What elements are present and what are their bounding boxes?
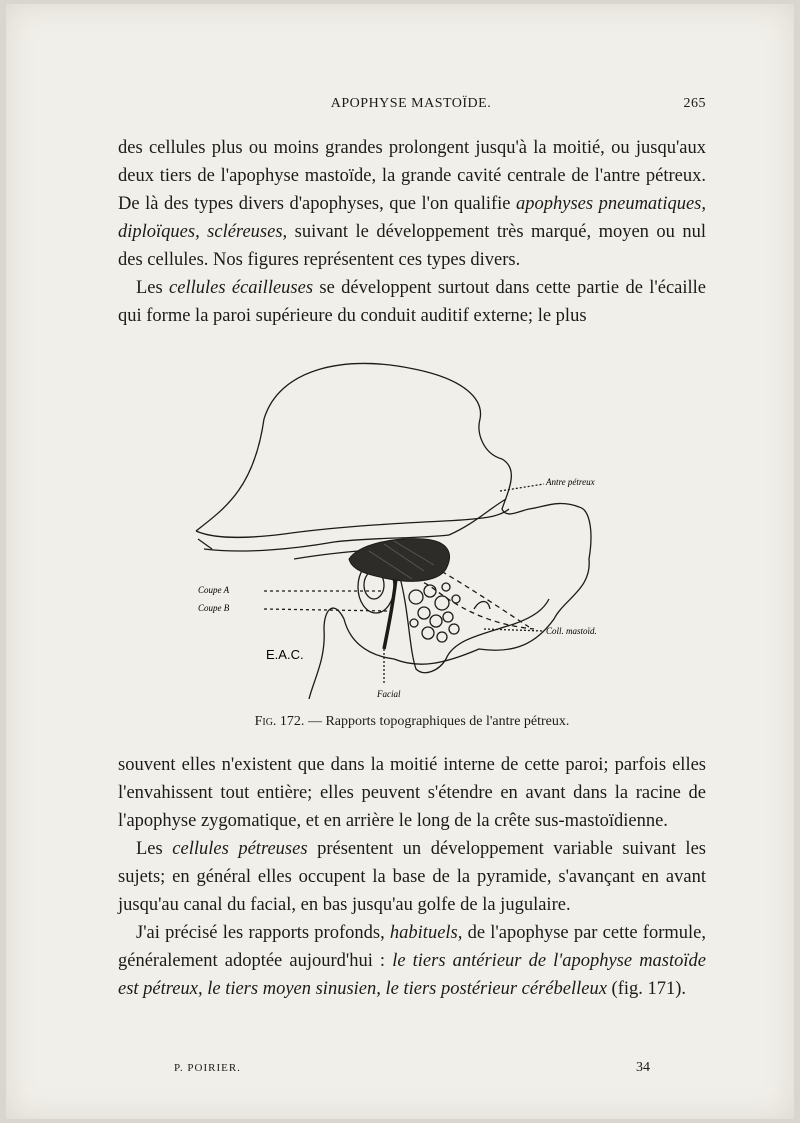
label-eac: E.A.C. xyxy=(266,647,304,662)
author-footer: P. POIRIER. xyxy=(174,1062,241,1074)
antrum-shaded xyxy=(349,539,450,582)
figure-number: Fig. 172. xyxy=(254,714,305,729)
squama-outline xyxy=(196,363,591,699)
running-header xyxy=(116,96,706,118)
text-run: J'ai précisé les rapports profonds, xyxy=(136,923,390,943)
figure-caption-text: — Rapports topographiques de l'antre pétreux. xyxy=(307,714,570,729)
mastoid-process xyxy=(399,574,549,673)
label-antre: Antre pétreux xyxy=(546,477,595,487)
text-run: se développent surtout dans cette partie de l'écaille qui forme la paroi supérieure du conduit auditif externe; le plus xyxy=(118,278,706,326)
label-coupe-a: Coupe A xyxy=(198,585,230,595)
text-run: Les xyxy=(136,839,173,859)
italic-term: apophyses pneumatiques, diploïques, scléreuses, xyxy=(118,194,706,242)
zygomatic-arch xyxy=(196,509,509,537)
book-page xyxy=(6,4,794,1119)
text-run: suivant le développement très marqué, moyen ou nul des cellules. Nos figures représentent ces types divers. xyxy=(118,222,706,270)
text-run: de l'apophyse par cette formule, généralement adoptée aujourd'hui : xyxy=(118,923,706,971)
italic-term: le tiers antérieur de l'apophyse mastoïde est pétreux, le tiers moyen sinusien, le tiers postérieur cérébelleux xyxy=(118,951,706,999)
mastoid-cells xyxy=(409,583,460,642)
running-title: APOPHYSE MASTOÏDE. xyxy=(330,96,492,111)
italic-term: habituels, xyxy=(389,923,463,943)
label-coupe-b: Coupe B xyxy=(198,603,230,613)
paragraph-p3 xyxy=(118,751,706,835)
figure-caption xyxy=(118,714,706,730)
signature-mark: 34 xyxy=(636,1060,650,1075)
text-run: Les xyxy=(136,278,170,298)
italic-term: cellules écailleuses xyxy=(169,278,314,298)
paragraph-p4 xyxy=(118,835,706,919)
text-run: (fig. 171). xyxy=(606,979,687,999)
paragraph-p2 xyxy=(118,274,706,330)
text-run: des cellules plus ou moins grandes prolongent jusqu'à la moitié, ou jusqu'aux deux tiers de l'apophyse mastoïde, la grande cavité centrale de l'antre pétreux. De là des types divers d'apophyses, que l'on qualifie xyxy=(118,138,706,214)
paragraph-p1 xyxy=(118,134,706,274)
anatomical-figure xyxy=(184,359,654,709)
text-run: souvent elles n'existent que dans la moitié interne de cette paroi; parfois elles l'envahissent tout entière; elles peuvent s'étendre en avant dans la racine de l'apophyse zygomatique, et en arrière le long de la crête sus-mastoïdienne. xyxy=(118,755,706,831)
text-block-top xyxy=(118,134,706,330)
italic-term: cellules pétreuses xyxy=(172,839,308,859)
label-coll-mastoid: Coll. mastoïd. xyxy=(546,626,597,636)
paragraph-p5 xyxy=(118,919,706,1003)
page-number: 265 xyxy=(683,96,706,111)
text-run: présentent un développement variable suivant les sujets; en général elles occupent la base de la pyramide, s'avançant en avant jusqu'au canal du facial, en bas jusqu'au golfe de la jugulaire. xyxy=(118,839,706,915)
text-block-bottom xyxy=(118,751,706,1003)
label-facial: Facial xyxy=(377,689,401,699)
